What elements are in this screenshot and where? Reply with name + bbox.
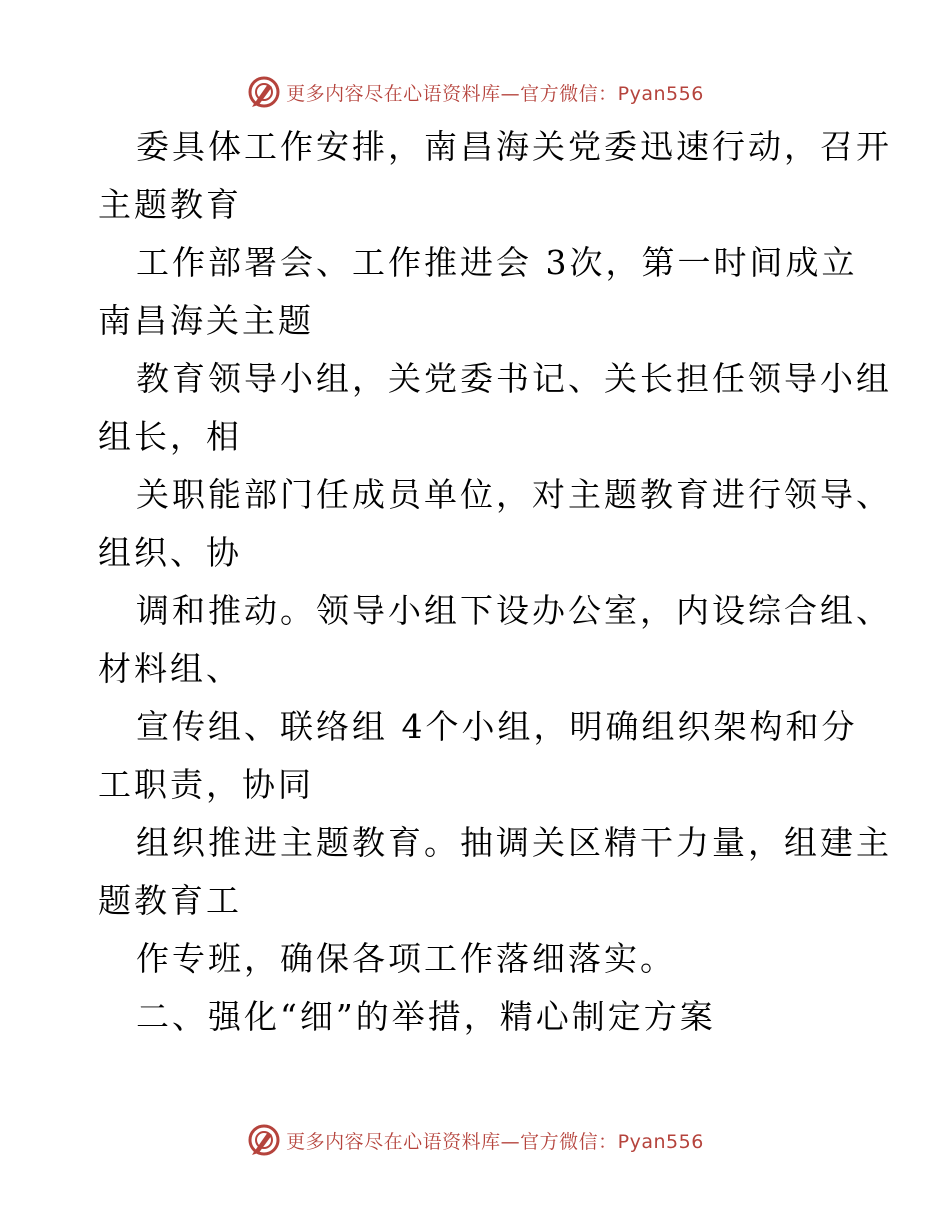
text-line: 宣传组、联络组 4个小组，明确组织架构和分 (136, 707, 858, 746)
text-line: 组长，相 (98, 417, 242, 456)
watermark-text: 更多内容尽在心语资料库—官方微信：Pyan556 (286, 82, 704, 105)
document-body (98, 118, 892, 1046)
text-line: 关职能部门任成员单位，对主题教育进行领导、 (136, 475, 892, 514)
text-line: 组织、协 (98, 533, 242, 572)
text-line: 材料组、 (98, 649, 242, 688)
text-line: 组织推进主题教育。抽调关区精干力量，组建主 (136, 823, 892, 862)
text-line: 作专班，确保各项工作落细落实。 (136, 939, 676, 978)
header-watermark (0, 72, 950, 112)
section-heading: 二、强化“细”的举措，精心制定方案 (136, 997, 716, 1036)
text-line: 主题教育 (98, 185, 242, 224)
footer-watermark (0, 1120, 950, 1160)
text-line: 工作部署会、工作推进会 3次，第一时间成立 (136, 243, 858, 282)
text-line: 南昌海关主题 (98, 301, 314, 340)
text-line: 调和推动。领导小组下设办公室，内设综合组、 (136, 591, 892, 630)
pen-logo-icon (246, 1122, 282, 1158)
text-line: 委具体工作安排，南昌海关党委迅速行动，召开 (136, 127, 892, 166)
text-line: 教育领导小组，关党委书记、关长担任领导小组 (136, 359, 892, 398)
text-line: 工职责，协同 (98, 765, 314, 804)
watermark-text: 更多内容尽在心语资料库—官方微信：Pyan556 (286, 1130, 704, 1153)
text-line: 题教育工 (98, 881, 242, 920)
pen-logo-icon (246, 74, 282, 110)
